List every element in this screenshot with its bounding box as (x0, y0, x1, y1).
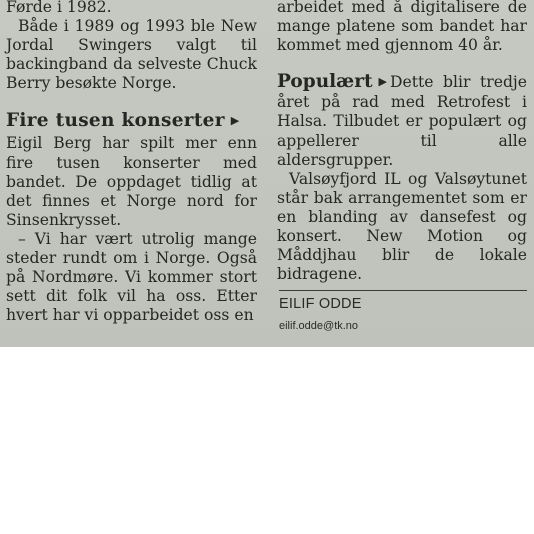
subheading-text: Fire tusen konserter (6, 110, 225, 132)
paragraph-continuation: Førde i 1982. (6, 0, 112, 16)
paragraph-arrangement: Valsøyfjord IL og Valsøytunet står bak arrangementet som er en blanding av dansefest og konsert. New Motion og Måddjhau blir de lokale bidragene. (277, 169, 527, 284)
byline-author: EILIF ODDE (279, 296, 362, 312)
paragraph-populaert (277, 72, 527, 169)
left-column (6, 0, 257, 325)
paragraph-populaert-text: Dette blir tredje året på rad med Retrofest i Halsa. Tilbudet er populært og appellerer til alle aldersgrupper. (277, 73, 527, 169)
right-column (277, 0, 527, 284)
paragraph-konserter: Eigil Berg har spilt mer enn fire tusen konserter med bandet. De oppdaget tidlig at det finnes et Norge nord for Sinsenkrysset. (6, 134, 257, 229)
arrow-icon: ▶ (230, 114, 240, 128)
subheading-fire-tusen-konserter (6, 110, 257, 134)
paragraph-backingband: Både i 1989 og 1993 ble New Jordal Swingers valgt til backingband da selveste Chuck Berry besøkte Norge. (6, 17, 257, 93)
arrow-icon: ▶ (378, 75, 387, 89)
paragraph-digitalisere: arbeidet med å digitalisere de mange platene som bandet har kommet med gjennom 40 år. (277, 0, 527, 55)
byline-email: eilif.odde@tk.no (279, 320, 359, 332)
inline-heading-populaert: Populært (277, 71, 373, 93)
paragraph-quote: – Vi har vært utrolig mange steder rundt om i Norge. Også på Nordmøre. Vi kommer stort sett dit folk vil ha oss. Etter hvert har vi opparbeidet oss en (6, 229, 257, 325)
byline-divider (279, 290, 527, 291)
